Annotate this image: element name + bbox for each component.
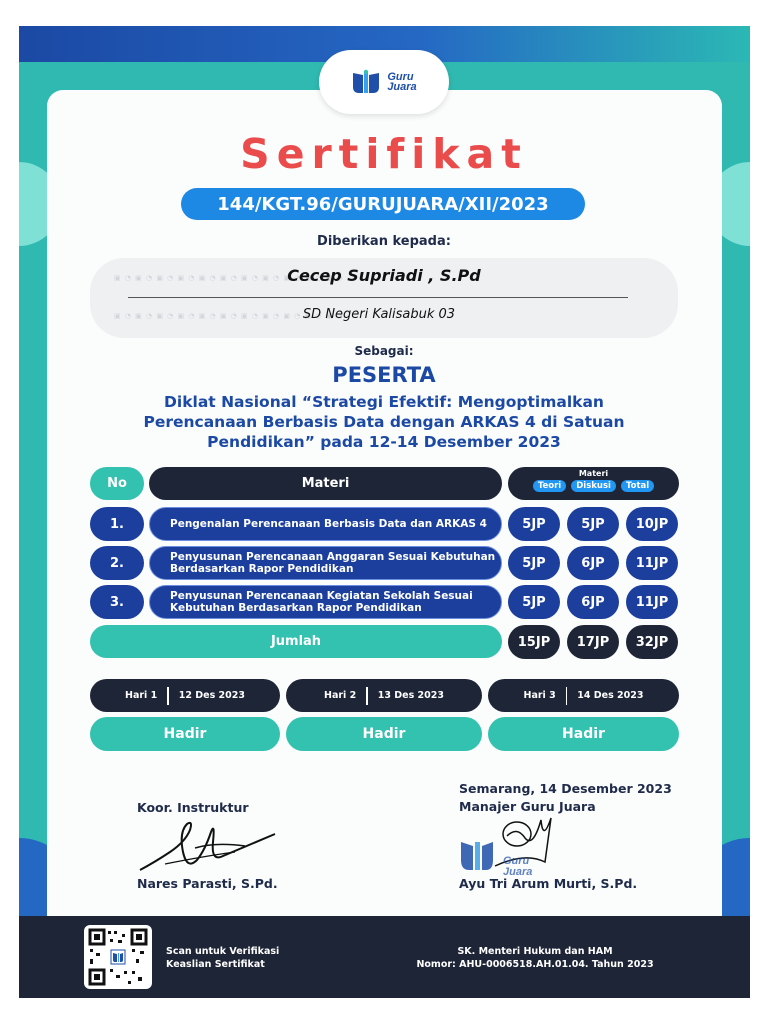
divider: [366, 687, 368, 705]
left-signature: [135, 812, 285, 878]
right-signer-name: Ayu Tri Arum Murti, S.Pd.: [459, 876, 638, 891]
recipient-institution: SD Negeri Kalisabuk 03: [302, 307, 456, 322]
table-row-total: 10JP: [626, 507, 678, 541]
guru-juara-logo-icon: [351, 69, 381, 95]
verify-text: Scan untuk Verifikasi Keaslian Sertifikat: [166, 946, 280, 970]
header-teori: Teori: [533, 480, 566, 492]
attendance-day: [90, 679, 280, 712]
certificate-title: Sertifikat: [240, 130, 528, 178]
divider: [167, 687, 169, 705]
attendance-day: [488, 679, 679, 712]
participant-role: PESERTA: [332, 363, 436, 387]
table-row-no: 2.: [90, 546, 144, 580]
table-row-teori: 5JP: [508, 507, 560, 541]
divider: [566, 687, 568, 705]
sum-diskusi: 17JP: [567, 625, 619, 659]
right-place-date: Semarang, 14 Desember 2023: [459, 781, 672, 796]
jp-group-label: Materi: [578, 469, 609, 478]
left-signer-name: Nares Parasti, S.Pd.: [137, 876, 278, 891]
name-underline: [128, 297, 628, 298]
left-signer-title: Koor. Instruktur: [137, 800, 249, 815]
table-row-diskusi: 6JP: [567, 585, 619, 619]
table-row-teori: 5JP: [508, 546, 560, 580]
event-description: Diklat Nasional “Strategi Efektif: Mengoptimalkan Perencanaan Berbasis Data dengan ARKAS 4 di Satuan Pendidikan” pada 12-14 Desember 2023: [143, 393, 625, 451]
right-signature-with-logo: [455, 812, 575, 878]
table-row-diskusi: 6JP: [567, 546, 619, 580]
attendance-status: Hadir: [90, 717, 280, 751]
sum-label: Jumlah: [90, 625, 502, 658]
svg-text:Guru: Guru: [503, 855, 530, 867]
certificate-number: 144/KGT.96/GURUJUARA/XII/2023: [181, 188, 585, 220]
table-header-no: No: [90, 467, 144, 500]
day-label: Hari 2: [324, 690, 357, 701]
attendance-day: [286, 679, 482, 712]
table-row-teori: 5JP: [508, 585, 560, 619]
table-row-materi: Penyusunan Perencanaan Kegiatan Sekolah Sesuai Kebutuhan Berdasarkan Rapor Pendidikan: [149, 585, 502, 619]
watermark-pattern: ▣ ◔ ▣ ◔ ▣ ◔ ▣ ◔ ▣ ◔ ▣ ◔ ▣ ◔ ▣ ◔ ▣ ◔ ▣ ◔ ▣ ◔: [114, 274, 344, 282]
table-row-no: 1.: [90, 507, 144, 541]
table-row-diskusi: 5JP: [567, 507, 619, 541]
svg-text:Juara: Juara: [503, 866, 533, 878]
day-label: Hari 1: [125, 690, 158, 701]
watermark-pattern: ▣ ◔ ▣ ◔ ▣ ◔ ▣ ◔ ▣ ◔ ▣ ◔ ▣ ◔ ▣ ◔ ▣ ◔ ▣ ◔ ▣ ◔: [114, 312, 344, 320]
given-to-label: Diberikan kepada:: [317, 234, 451, 249]
day-date: 14 Des 2023: [577, 690, 644, 701]
table-row-total: 11JP: [626, 585, 678, 619]
qr-code-icon: [84, 925, 152, 989]
day-date: 12 Des 2023: [178, 690, 245, 701]
attendance-status: Hadir: [488, 717, 679, 751]
day-date: 13 Des 2023: [377, 690, 444, 701]
sum-teori: 15JP: [508, 625, 560, 659]
right-signer-title: Manajer Guru Juara: [459, 799, 596, 814]
table-row-materi: Penyusunan Perencanaan Anggaran Sesuai Kebutuhan Berdasarkan Rapor Pendidikan: [149, 546, 502, 580]
attendance-status: Hadir: [286, 717, 482, 751]
legal-text: SK. Menteri Hukum dan HAM Nomor: AHU-0006518.AH.01.04. Tahun 2023: [416, 946, 654, 970]
table-row-materi: Pengenalan Perencanaan Berbasis Data dan ARKAS 4: [149, 507, 502, 541]
header-diskusi: Diskusi: [571, 480, 616, 492]
brand-logo: [319, 50, 449, 114]
table-row-total: 11JP: [626, 546, 678, 580]
table-row-no: 3.: [90, 585, 144, 619]
recipient-name: Cecep Supriadi , S.Pd: [287, 266, 481, 285]
verification-qr-code[interactable]: [84, 925, 152, 989]
table-header-jp: [508, 467, 679, 500]
day-label: Hari 3: [523, 690, 556, 701]
header-total: Total: [621, 480, 654, 492]
brand-logo-text: Guru Juara: [387, 71, 417, 93]
table-header-materi: Materi: [149, 467, 502, 500]
as-label: Sebagai:: [354, 344, 414, 358]
sum-total: 32JP: [626, 625, 678, 659]
